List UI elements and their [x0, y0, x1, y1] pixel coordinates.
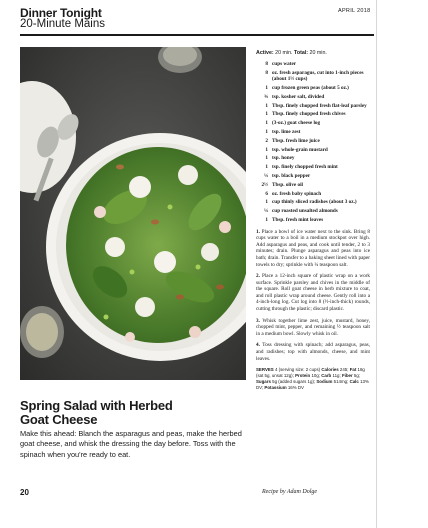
ingredient-quantity: 1: [265, 120, 268, 127]
step-number: 2.: [256, 273, 260, 280]
ingredient-text: tsp. honey: [272, 155, 295, 162]
ingredient-quantity: 6: [265, 190, 268, 197]
total-time-value: 20 min.: [309, 50, 327, 56]
ingredient-quantity: ¼: [264, 173, 268, 180]
recipe-title-line-2: Goat Cheese: [20, 412, 98, 427]
ingredient-text: (3-oz.) goat cheese log: [272, 120, 321, 127]
step-text: Place a 12-inch square of plastic wrap on a work surface. Sprinkle parsley and chives in the middle of the square. Roll goat cheese in herb mixture to coat, and roll plastic wrap around cheese. Gently roll into a 4-inch-long log. Cut log into 8 (½-inch-thick) rounds, cutting through the plastic; discard plastic.: [256, 273, 371, 313]
ingredient-quantity: 2½: [261, 181, 268, 188]
recipe-step: [256, 229, 370, 269]
ingredient-text: Tbsp. finely chopped fresh flat-leaf parsley: [272, 102, 367, 109]
nutrition-value: 16% DV: [287, 384, 304, 390]
recipe-title: [20, 399, 246, 427]
ingredient-quantity: 1: [265, 164, 268, 171]
nutrition-label: Calories: [321, 367, 339, 373]
nutrition-value: 5g (added sugars 1g);: [272, 378, 316, 384]
nutrition-label: Calc: [349, 378, 359, 384]
ingredient-item: [256, 70, 370, 83]
nutrition-value: 18g (sat 5g, unsat 12g);: [256, 367, 365, 379]
recipe-step: [256, 318, 370, 338]
recipe-intro: Make this ahead: Blanch the asparagus and peas, make the herbed goat cheese, and whisk the dressing the day before. Toss with the spinach when you're ready to eat.: [20, 429, 242, 459]
ingredient-item: [256, 182, 370, 189]
page-number: 20: [20, 488, 29, 497]
serves-text: 4 (serving size: 2 cups): [274, 367, 321, 373]
ingredient-text: cup thinly sliced radishes (about 3 oz.): [272, 199, 357, 206]
nutrition-value: 514mg;: [333, 378, 349, 384]
ingredient-item: [256, 164, 370, 171]
ingredient-quantity: 1: [265, 111, 268, 118]
ingredient-quantity: 1: [265, 155, 268, 162]
header-rule: [20, 34, 374, 36]
ingredient-item: [256, 208, 370, 215]
ingredient-quantity: ¼: [264, 208, 268, 215]
serves-label: SERVES: [256, 367, 274, 373]
nutrition-label: Fiber: [341, 373, 353, 379]
page-edge-rule: [376, 0, 377, 528]
step-text: Whisk together lime zest, juice, mustard, honey, chopped mint, pepper, and remaining ½ teaspoon salt in a medium bowl. Slowly whisk in oil.: [256, 317, 370, 337]
recipe-credit: Recipe by Adam Dolge: [262, 489, 318, 495]
nutrition-label: Carb: [321, 373, 332, 379]
ingredient-text: cups water: [272, 61, 297, 67]
ingredient-quantity: 2: [265, 137, 268, 144]
recipe-step: [256, 273, 370, 313]
recipe-column: [256, 50, 370, 390]
ingredient-item: [256, 94, 370, 101]
recipe-steps: [256, 229, 370, 363]
ingredient-quantity: 1: [265, 85, 268, 92]
ingredient-quantity: 8: [265, 69, 268, 76]
nutrition-label: Sugars: [256, 378, 271, 384]
step-number: 4.: [256, 342, 260, 349]
ingredient-quantity: ¾: [264, 93, 268, 100]
ingredient-text: tsp. finely chopped fresh mint: [272, 164, 338, 171]
nutrition-value: 245;: [339, 367, 349, 373]
ingredient-quantity: 1: [265, 146, 268, 153]
nutrition-label: Fat: [349, 367, 357, 373]
nutrition-value: 11g;: [332, 373, 341, 379]
ingredient-text: cup frozen green peas (about 5 oz.): [272, 85, 349, 92]
ingredient-item: [256, 199, 370, 206]
recipe-step: [256, 342, 370, 362]
issue-date: APRIL 2018: [338, 8, 371, 14]
step-text: Toss dressing with spinach; add asparagus, peas, and radishes; top with almonds, cheese, and mint leaves.: [256, 342, 371, 362]
ingredient-item: [256, 173, 370, 180]
ingredient-item: [256, 138, 370, 145]
ingredient-item: [256, 155, 370, 162]
ingredient-list: [256, 61, 370, 224]
section-subtitle: 20-Minute Mains: [20, 18, 106, 30]
ingredient-text: tsp. lime zest: [272, 129, 301, 136]
ingredient-item: [256, 120, 370, 127]
nutrition-label: Sodium: [316, 378, 333, 384]
ingredient-item: [256, 217, 370, 224]
nutrition-value: 5g;: [353, 373, 361, 379]
ingredient-text: Tbsp. olive oil: [272, 181, 303, 188]
step-number: 1.: [256, 228, 260, 235]
ingredient-quantity: 1: [265, 129, 268, 136]
ingredient-quantity: 1: [265, 199, 268, 206]
nutrition-info: [256, 367, 370, 390]
ingredient-item: [256, 85, 370, 92]
ingredient-text: tsp. whole-grain mustard: [272, 146, 328, 153]
ingredient-item: [256, 147, 370, 154]
ingredient-text: cup roasted unsalted almonds: [272, 208, 338, 215]
ingredient-text: Tbsp. fresh lime juice: [272, 137, 320, 144]
nutrition-value: 13% DV;: [256, 378, 369, 390]
ingredient-text: Tbsp. finely chopped fresh chives: [272, 111, 346, 118]
ingredient-item: [256, 129, 370, 136]
salad-photo: [20, 47, 246, 380]
ingredient-quantity: 8: [265, 61, 268, 67]
ingredient-text: oz. fresh asparagus, cut into 1-inch pieces (about 1½ cups): [272, 69, 364, 83]
active-time-label: Active:: [256, 50, 274, 56]
recipe-times: [256, 50, 370, 56]
ingredient-text: Tbsp. fresh mint leaves: [272, 217, 324, 224]
ingredient-item: [256, 61, 370, 68]
nutrition-value: 10g;: [311, 373, 320, 379]
active-time-value: 20 min.: [275, 50, 293, 56]
nutrition-label: Protein: [295, 373, 311, 379]
step-number: 3.: [256, 317, 260, 324]
ingredient-text: tsp. black pepper: [272, 173, 311, 180]
ingredient-text: tsp. kosher salt, divided: [272, 93, 325, 100]
recipe-title-line-1: Spring Salad with Herbed: [20, 398, 173, 413]
ingredient-item: [256, 191, 370, 198]
section-title: Dinner Tonight: [20, 6, 102, 20]
ingredient-item: [256, 103, 370, 110]
total-time-label: Total:: [294, 50, 309, 56]
ingredient-item: [256, 111, 370, 118]
ingredient-quantity: 1: [265, 102, 268, 109]
nutrition-label: Potassium: [264, 384, 287, 390]
ingredient-quantity: 1: [265, 217, 268, 224]
ingredient-text: oz. fresh baby spinach: [272, 190, 322, 197]
step-text: Place a bowl of ice water next to the sink. Bring 8 cups water to a boil in a medium stockpot over high. Add asparagus and peas, and cook until tender, 2 to 3 minutes; drain. Plunge asparagus and peas into ice bath; drain. Transfer to a baking sheet lined with paper towels to dry; sprinkle with ¼ teaspoon salt.: [256, 228, 371, 268]
